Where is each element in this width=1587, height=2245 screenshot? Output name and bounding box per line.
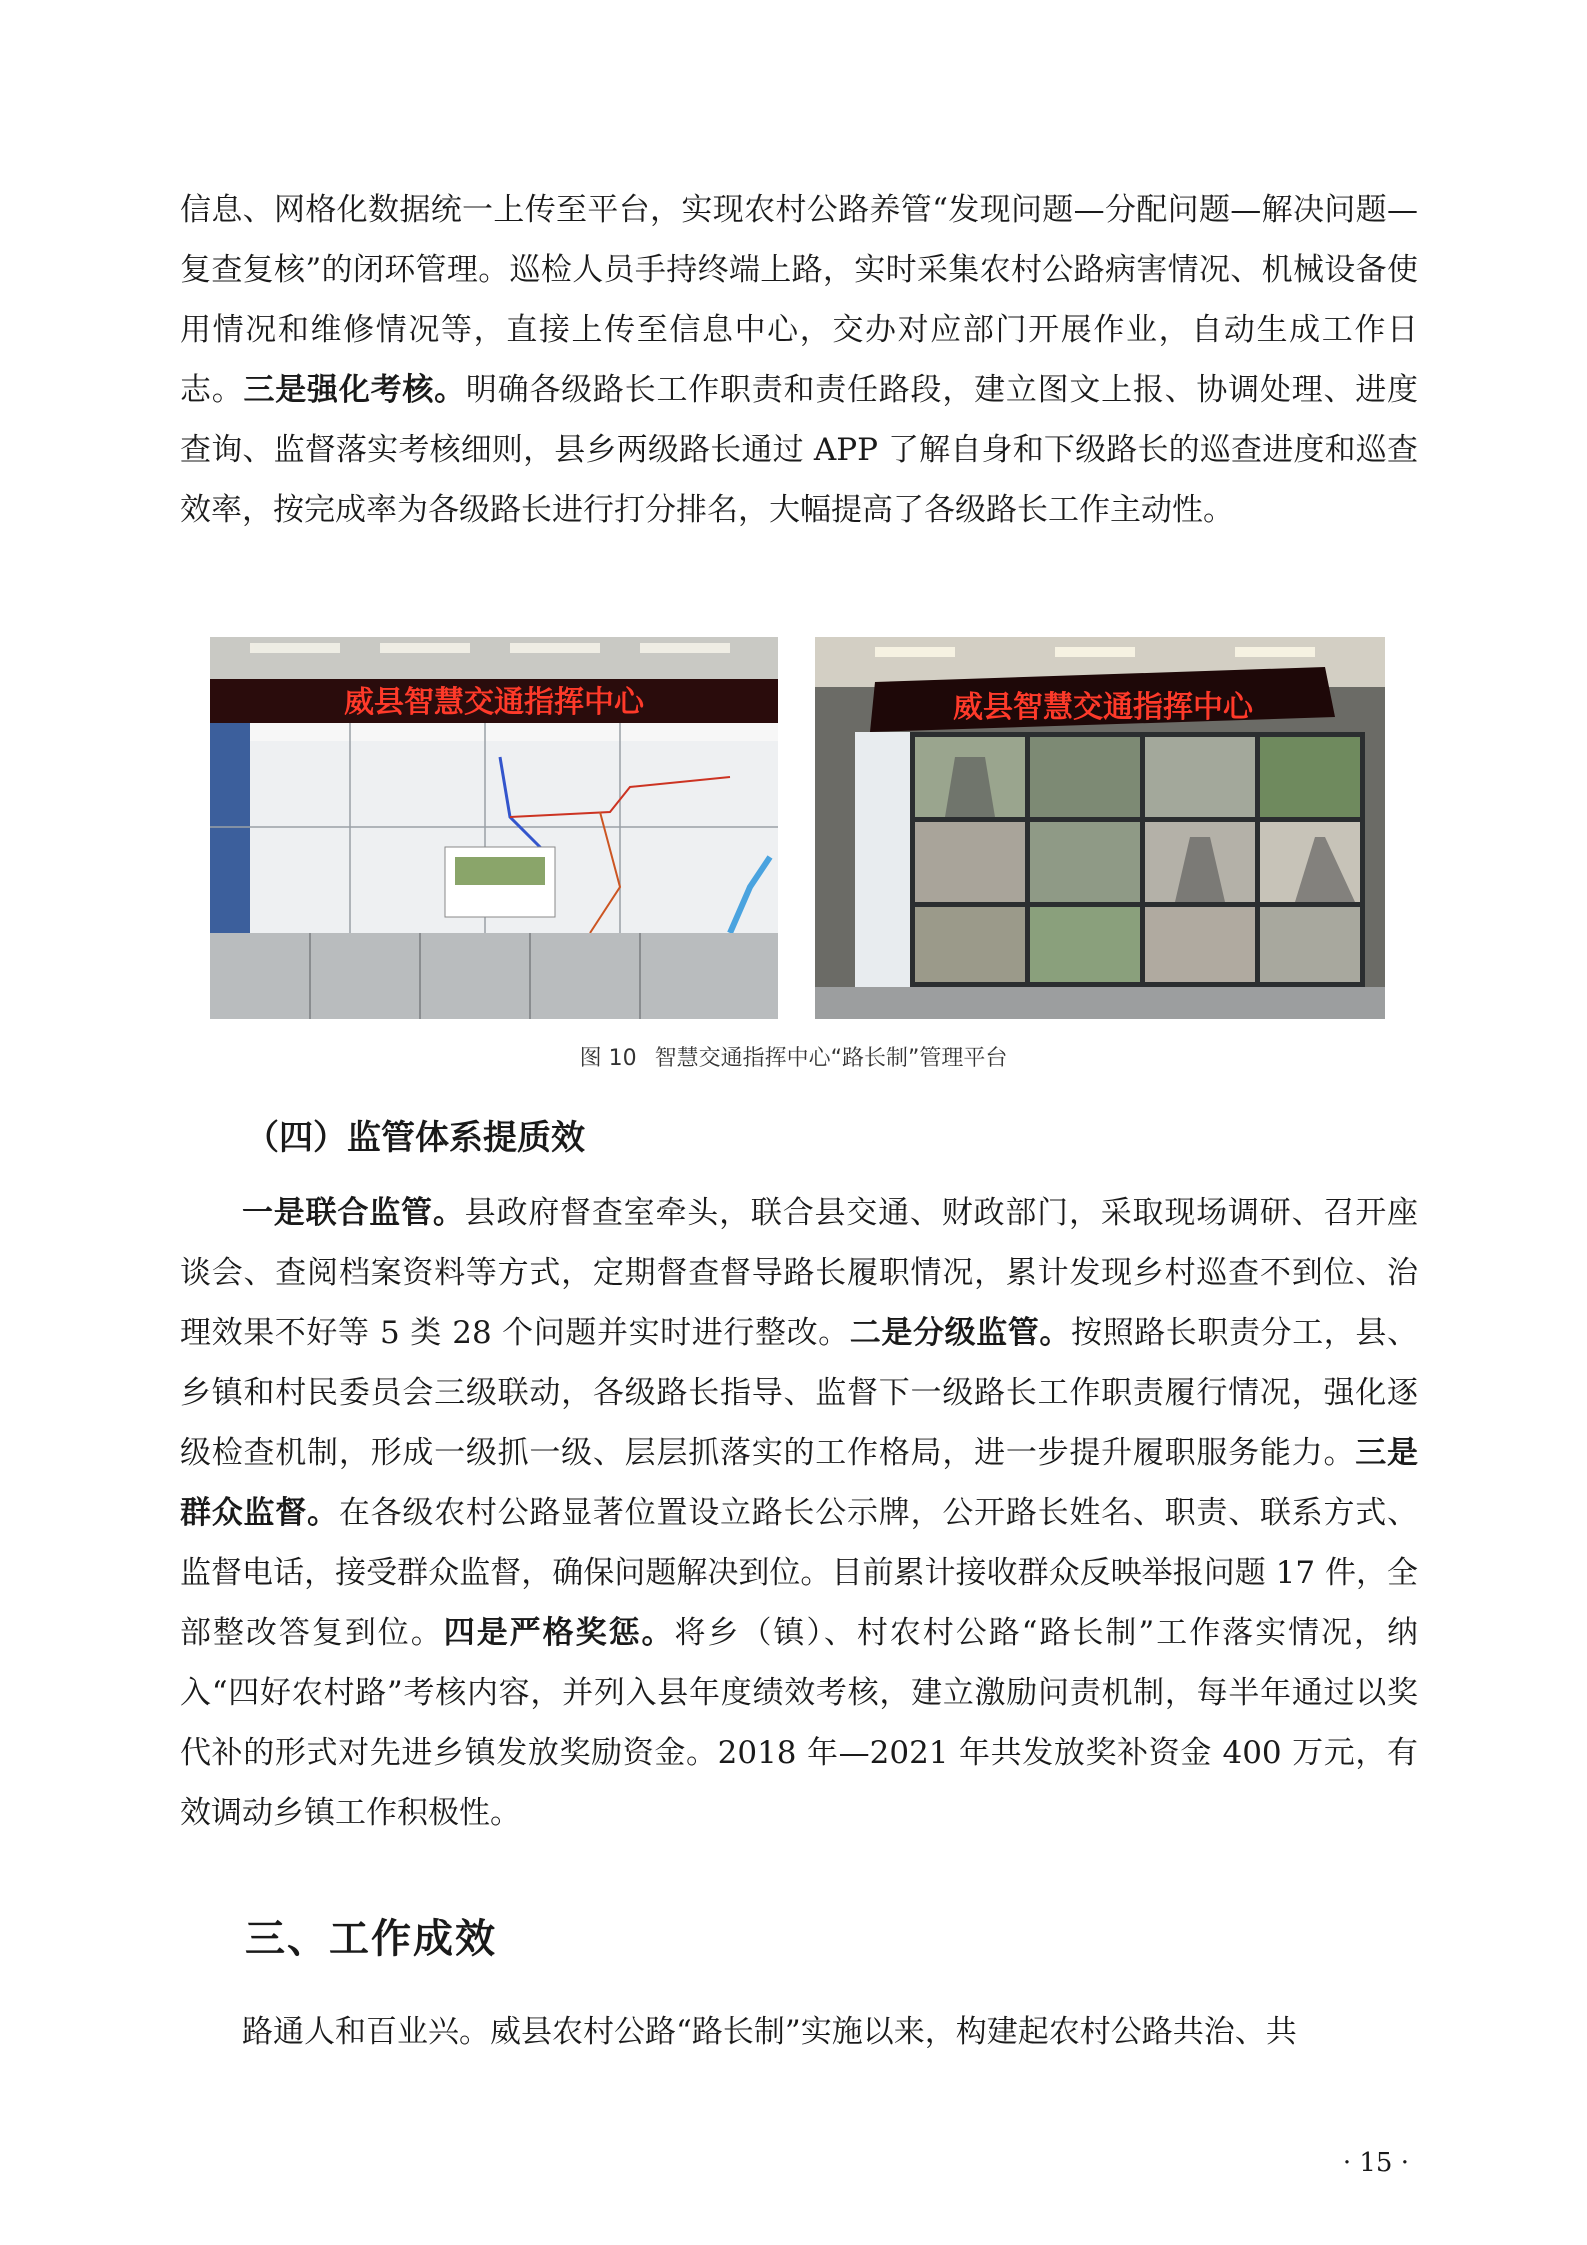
figure-caption xyxy=(0,1041,1587,1072)
paragraph-text: 按照路长职责分工，县、乡镇和村民委员会三级联动，各级路长指导、监督下一级路长工作职责履行情况，强化逐级检查机制，形成一级抓一级、层层抓落实的工作格局，进一步提升履职服务能力。 xyxy=(180,1315,1419,1471)
bold-lead: 三是群众监督。 xyxy=(180,1435,1418,1531)
paragraph-inspection xyxy=(180,180,1418,540)
section-heading-3: 三、工作成效 xyxy=(245,1916,497,1962)
paragraph-text: 县政府督查室牵头，联合县交通、财政部门，采取现场调研、召开座谈会、查阅档案资料等方式，定期督查督导路长履职情况，累计发现乡村巡查不到位、治理效果不好等 5 类 28 个问题并实时进行整改。 xyxy=(180,1195,1418,1351)
photo-command-center-video-wall xyxy=(815,637,1385,1019)
bold-lead: 一是联合监管。 xyxy=(242,1195,465,1231)
page-number: · 15 · xyxy=(1342,2148,1409,2178)
bold-lead: 二是分级监管。 xyxy=(849,1315,1071,1351)
figure-caption-text: 智慧交通指挥中心“路长制”管理平台 xyxy=(654,1046,1008,1071)
paragraph-text: 信息、网格化数据统一上传至平台，实现农村公路养管“发现问题—分配问题—解决问题—复查复核”的闭环管理。巡检人员手持终端上路，实时采集农村公路病害情况、机械设备使用情况和维修情况等，直接上传至信息中心，交办对应部门开展作业，自动生成工作日志。 xyxy=(180,192,1418,408)
figure-number: 图 10 xyxy=(579,1046,637,1071)
paragraph-results xyxy=(180,2002,1418,2062)
paragraph-supervision xyxy=(180,1183,1418,1843)
bold-lead: 三是强化考核。 xyxy=(243,372,466,408)
paragraph-text: 将乡（镇）、村农村公路“路长制”工作落实情况，纳入“四好农村路”考核内容，并列入县年度绩效考核，建立激励问责机制，每半年通过以奖代补的形式对先进乡镇发放奖励资金。2018 年—2021 年共发放奖补资金 400 万元，有效调动乡镇工作积极性。 xyxy=(180,1615,1418,1831)
section-heading-4: （四）监管体系提质效 xyxy=(245,1118,585,1158)
paragraph-text: 明确各级路长工作职责和责任路段，建立图文上报、协调处理、进度查询、监督落实考核细则，县乡两级路长通过 APP 了解自身和下级路长的巡查进度和巡查效率，按完成率为各级路长进行打分排名，大幅提高了各级路长工作主动性。 xyxy=(180,372,1419,528)
led-sign-text: 威县智慧交通指挥中心 xyxy=(344,685,644,720)
photo-command-center-map xyxy=(210,637,778,1019)
paragraph-text: 路通人和百业兴。威县农村公路“路长制”实施以来，构建起农村公路共治、共 xyxy=(242,2014,1297,2050)
paragraph-text: 在各级农村公路显著位置设立路长公示牌，公开路长姓名、职责、联系方式、监督电话，接受群众监督，确保问题解决到位。目前累计接收群众反映举报问题 17 件，全部整改答复到位。 xyxy=(180,1495,1419,1651)
bold-lead: 四是严格奖惩。 xyxy=(443,1615,675,1651)
led-sign-text: 威县智慧交通指挥中心 xyxy=(953,690,1253,725)
